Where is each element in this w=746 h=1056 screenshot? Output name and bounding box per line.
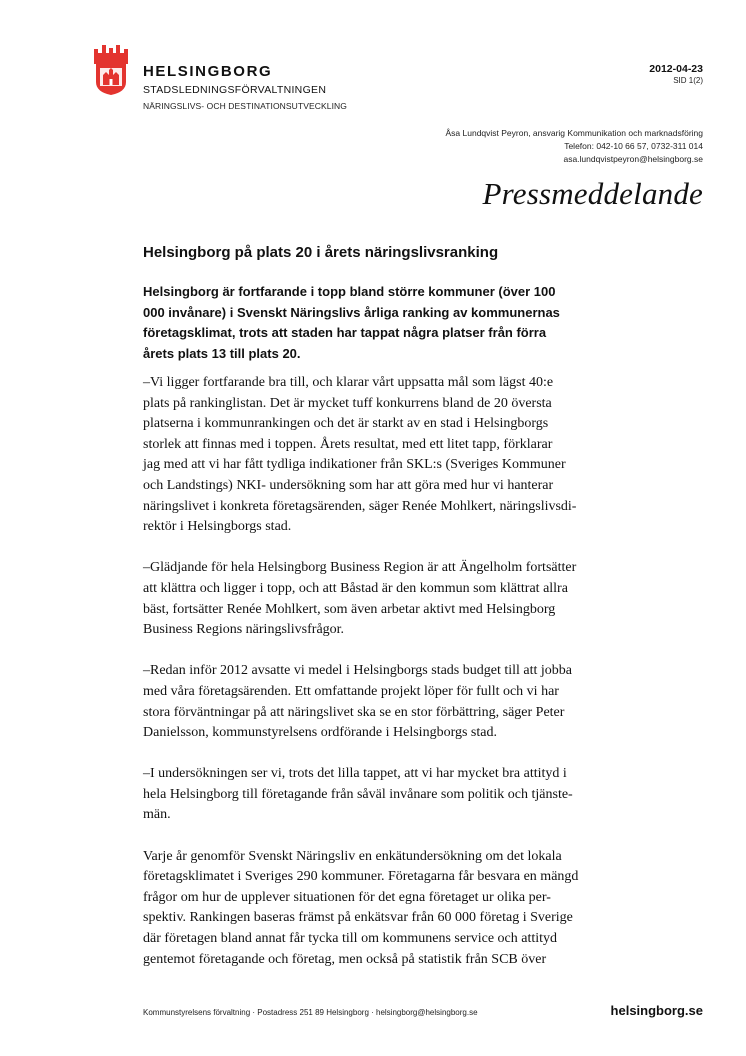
body-line: med våra företagsärenden. Ett omfattande projekt löper för fullt och vi har [143,683,559,699]
body-line: gentemot företagande och företag, men också på statistik från SCB över [143,951,547,967]
page-indicator: SID 1(2) [673,76,703,85]
body-line: och Landstings) NKI- undersökning som har att göra med hur vi hanterar [143,477,554,493]
body-line: Danielsson, kommunstyrelsens ordförande i Helsingborgs stad. [143,725,497,741]
footer-address: Kommunstyrelsens förvaltning · Postadress 251 89 Helsingborg · helsingborg@helsingborg.se [143,1008,478,1017]
footer-website-link[interactable]: helsingborg.se [610,1003,703,1018]
body-line: där företagen bland annat får tycka till om kommunens service och attityd [143,931,558,947]
body-paragraph [143,661,623,743]
contact-email[interactable]: asa.lundqvistpeyron@helsingborg.se [563,154,703,164]
lead-line: företagsklimat, trots att staden har tappat några platser från förra [143,325,547,340]
body-line: rektör i Helsingborgs stad. [143,519,292,535]
lead-paragraph [143,282,613,364]
body-line: spektiv. Rankingen baseras främst på enkätsvar från 60 000 företag i Sverige [143,910,573,926]
body-line: näringslivet i konkreta företagsärenden, säger Renée Mohlkert, näringslivsdi- [143,498,577,514]
press-headline: Helsingborg på plats 20 i årets näringslivsranking [143,244,499,261]
body-line: jag med att vi har fått tydliga indikationer från SKL:s (Sveriges Kommuner [143,457,566,473]
body-paragraph [143,764,623,826]
helsingborg-logo-icon [92,44,130,96]
body-line: –Glädjande för hela Helsingborg Business Region är att Ängelholm fortsätter [143,560,577,576]
body-line: Business Regions näringslivsfrågor. [143,622,345,638]
contact-block [446,127,704,166]
body-paragraph [143,373,623,538]
body-line: –Vi ligger fortfarande bra till, och klarar vårt uppsatta mål som lägst 40:e [143,375,554,390]
body-paragraph [143,558,623,640]
lead-line: årets plats 13 till plats 20. [143,345,301,361]
org-name: HELSINGBORG [143,63,273,80]
body-paragraph [143,847,623,971]
body-text [143,373,623,991]
body-line: –I undersökningen ser vi, trots det lilla tappet, att vi har mycket bra attityd i [143,766,567,782]
department-name: STADSLEDNINGSFÖRVALTNINGEN [143,84,327,96]
body-line: hela Helsingborg till företagande från såväl invånare som politik och tjänste- [143,786,573,802]
body-line: företagsklimatet i Sveriges 290 kommuner. Företagarna får besvara en mängd [143,869,579,885]
contact-phone: Telefon: 042-10 66 57, 0732-311 014 [564,141,703,151]
lead-line: Helsingborg är fortfarande i topp bland större kommuner (över 100 [143,284,556,299]
unit-name: NÄRINGSLIVS- OCH DESTINATIONSUTVECKLING [143,101,347,111]
body-line: –Redan inför 2012 avsatte vi medel i Helsingborgs stads budget till att jobba [143,663,573,679]
body-line: att klättra och ligger i topp, och att Båstad är den kommun som klättrat allra [143,580,568,596]
body-line: plats på rankinglistan. Det är mycket tuff konkurrens bland de 20 översta [143,395,552,411]
document-date: 2012-04-23 [649,63,703,75]
body-line: stora förväntningar på att näringslivet ska se en stor förbättring, säger Peter [143,704,565,720]
document-type-title: Pressmeddelande [482,176,703,211]
body-line: platserna i kommunrankingen och det är starkt av en stad i Helsingborgs [143,416,549,432]
body-line: storlek att finnas med i toppen. Årets resultat, med ett litet tapp, förklarar [143,436,553,452]
body-line: frågor om hur de upplever situationen för det egna företaget ur olika per- [143,889,551,905]
body-line: bäst, fortsätter Renée Mohlkert, som även arbetar aktivt med Helsingborg [143,601,556,617]
body-line: män. [143,807,171,823]
lead-line: 000 invånare) i Svenskt Näringslivs årliga ranking av kommunernas [143,304,560,320]
body-line: Varje år genomför Svenskt Näringsliv en enkätundersökning om det lokala [143,848,562,864]
contact-name: Åsa Lundqvist Peyron, ansvarig Kommunikation och marknadsföring [445,128,703,138]
